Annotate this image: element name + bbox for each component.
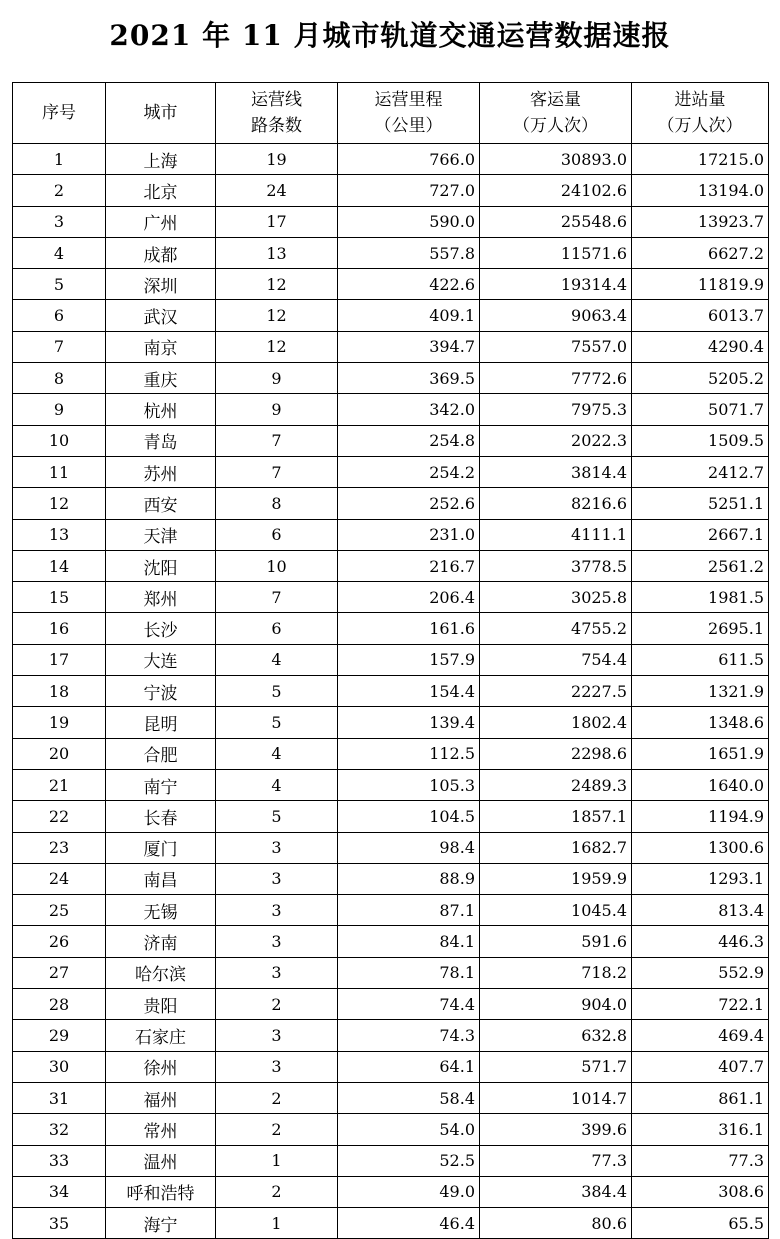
row-ridership: 571.7 <box>480 1051 632 1082</box>
table-row <box>13 1082 769 1113</box>
table-row <box>13 582 769 613</box>
row-line-count: 1 <box>216 1208 338 1239</box>
row-ridership: 754.4 <box>480 644 632 675</box>
row-city: 杭州 <box>106 394 216 425</box>
row-mileage: 112.5 <box>338 738 480 769</box>
row-ridership: 1014.7 <box>480 1082 632 1113</box>
row-line-count: 3 <box>216 957 338 988</box>
row-ridership: 718.2 <box>480 957 632 988</box>
row-mileage: 557.8 <box>338 237 480 268</box>
row-entries: 13194.0 <box>632 175 769 206</box>
row-entries: 1640.0 <box>632 769 769 800</box>
row-mileage: 254.2 <box>338 456 480 487</box>
table-row <box>13 206 769 237</box>
row-index: 29 <box>13 1020 106 1051</box>
row-line-count: 19 <box>216 144 338 175</box>
row-city: 苏州 <box>106 456 216 487</box>
table-header-row <box>13 83 769 144</box>
report-title: 2021 年 11 月城市轨道交通运营数据速报 <box>109 19 671 52</box>
row-index: 23 <box>13 832 106 863</box>
row-entries: 446.3 <box>632 926 769 957</box>
row-index: 20 <box>13 738 106 769</box>
row-index: 34 <box>13 1176 106 1207</box>
row-entries: 6627.2 <box>632 237 769 268</box>
table-row <box>13 1020 769 1051</box>
row-line-count: 2 <box>216 1176 338 1207</box>
row-entries: 1981.5 <box>632 582 769 613</box>
table-body <box>13 144 769 1239</box>
row-index: 5 <box>13 269 106 300</box>
table-row <box>13 989 769 1020</box>
table-row <box>13 613 769 644</box>
row-ridership: 2227.5 <box>480 676 632 707</box>
row-ridership: 77.3 <box>480 1145 632 1176</box>
row-entries: 2412.7 <box>632 456 769 487</box>
row-mileage: 766.0 <box>338 144 480 175</box>
row-ridership: 384.4 <box>480 1176 632 1207</box>
row-entries: 65.5 <box>632 1208 769 1239</box>
row-mileage: 78.1 <box>338 957 480 988</box>
row-index: 31 <box>13 1082 106 1113</box>
row-line-count: 12 <box>216 331 338 362</box>
header-ridership: 客运量 （万人次） <box>480 83 632 144</box>
row-entries: 11819.9 <box>632 269 769 300</box>
row-entries: 1300.6 <box>632 832 769 863</box>
row-entries: 1348.6 <box>632 707 769 738</box>
row-index: 6 <box>13 300 106 331</box>
row-mileage: 52.5 <box>338 1145 480 1176</box>
row-line-count: 24 <box>216 175 338 206</box>
row-index: 22 <box>13 801 106 832</box>
row-index: 2 <box>13 175 106 206</box>
row-entries: 2667.1 <box>632 519 769 550</box>
row-line-count: 3 <box>216 895 338 926</box>
row-city: 常州 <box>106 1114 216 1145</box>
row-index: 26 <box>13 926 106 957</box>
row-index: 4 <box>13 237 106 268</box>
row-city: 徐州 <box>106 1051 216 1082</box>
row-index: 27 <box>13 957 106 988</box>
row-ridership: 4111.1 <box>480 519 632 550</box>
row-entries: 1321.9 <box>632 676 769 707</box>
row-line-count: 5 <box>216 707 338 738</box>
row-index: 10 <box>13 425 106 456</box>
row-city: 郑州 <box>106 582 216 613</box>
row-mileage: 87.1 <box>338 895 480 926</box>
row-index: 25 <box>13 895 106 926</box>
row-entries: 861.1 <box>632 1082 769 1113</box>
row-city: 南昌 <box>106 863 216 894</box>
row-entries: 611.5 <box>632 644 769 675</box>
transit-data-table <box>12 82 769 1239</box>
row-ridership: 25548.6 <box>480 206 632 237</box>
row-mileage: 105.3 <box>338 769 480 800</box>
header-index: 序号 <box>13 83 106 144</box>
row-line-count: 13 <box>216 237 338 268</box>
row-city: 天津 <box>106 519 216 550</box>
row-city: 福州 <box>106 1082 216 1113</box>
row-city: 大连 <box>106 644 216 675</box>
row-line-count: 9 <box>216 363 338 394</box>
row-line-count: 4 <box>216 644 338 675</box>
row-line-count: 6 <box>216 519 338 550</box>
row-mileage: 139.4 <box>338 707 480 738</box>
row-entries: 5251.1 <box>632 488 769 519</box>
row-city: 西安 <box>106 488 216 519</box>
row-line-count: 12 <box>216 269 338 300</box>
row-entries: 2561.2 <box>632 550 769 581</box>
row-index: 17 <box>13 644 106 675</box>
row-mileage: 74.3 <box>338 1020 480 1051</box>
row-ridership: 7557.0 <box>480 331 632 362</box>
row-entries: 5205.2 <box>632 363 769 394</box>
table-row <box>13 769 769 800</box>
table-row <box>13 456 769 487</box>
row-index: 19 <box>13 707 106 738</box>
row-mileage: 394.7 <box>338 331 480 362</box>
row-index: 11 <box>13 456 106 487</box>
row-index: 14 <box>13 550 106 581</box>
row-index: 18 <box>13 676 106 707</box>
row-ridership: 3025.8 <box>480 582 632 613</box>
table-row <box>13 895 769 926</box>
row-ridership: 1045.4 <box>480 895 632 926</box>
table-row <box>13 363 769 394</box>
row-entries: 13923.7 <box>632 206 769 237</box>
row-ridership: 11571.6 <box>480 237 632 268</box>
row-city: 成都 <box>106 237 216 268</box>
row-ridership: 3778.5 <box>480 550 632 581</box>
row-mileage: 64.1 <box>338 1051 480 1082</box>
row-index: 16 <box>13 613 106 644</box>
row-mileage: 161.6 <box>338 613 480 644</box>
row-index: 21 <box>13 769 106 800</box>
row-line-count: 3 <box>216 863 338 894</box>
row-city: 哈尔滨 <box>106 957 216 988</box>
header-line-count: 运营线 路条数 <box>216 83 338 144</box>
row-mileage: 84.1 <box>338 926 480 957</box>
row-city: 温州 <box>106 1145 216 1176</box>
row-index: 32 <box>13 1114 106 1145</box>
row-mileage: 49.0 <box>338 1176 480 1207</box>
row-city: 石家庄 <box>106 1020 216 1051</box>
row-entries: 722.1 <box>632 989 769 1020</box>
row-index: 9 <box>13 394 106 425</box>
row-entries: 1194.9 <box>632 801 769 832</box>
table-row <box>13 644 769 675</box>
row-city: 无锡 <box>106 895 216 926</box>
row-ridership: 2298.6 <box>480 738 632 769</box>
row-ridership: 7975.3 <box>480 394 632 425</box>
row-line-count: 3 <box>216 1020 338 1051</box>
row-mileage: 727.0 <box>338 175 480 206</box>
table-row <box>13 1051 769 1082</box>
row-mileage: 252.6 <box>338 488 480 519</box>
row-city: 青岛 <box>106 425 216 456</box>
table-row <box>13 1176 769 1207</box>
row-city: 重庆 <box>106 363 216 394</box>
row-city: 武汉 <box>106 300 216 331</box>
row-mileage: 369.5 <box>338 363 480 394</box>
row-ridership: 3814.4 <box>480 456 632 487</box>
table-row <box>13 550 769 581</box>
row-mileage: 88.9 <box>338 863 480 894</box>
row-ridership: 24102.6 <box>480 175 632 206</box>
row-mileage: 154.4 <box>338 676 480 707</box>
row-line-count: 10 <box>216 550 338 581</box>
row-mileage: 590.0 <box>338 206 480 237</box>
row-ridership: 1802.4 <box>480 707 632 738</box>
table-row <box>13 1114 769 1145</box>
row-index: 28 <box>13 989 106 1020</box>
row-city: 呼和浩特 <box>106 1176 216 1207</box>
table-row <box>13 488 769 519</box>
row-mileage: 231.0 <box>338 519 480 550</box>
table-row <box>13 863 769 894</box>
row-line-count: 2 <box>216 1114 338 1145</box>
row-mileage: 206.4 <box>338 582 480 613</box>
table-row <box>13 676 769 707</box>
table-row <box>13 832 769 863</box>
row-entries: 1651.9 <box>632 738 769 769</box>
row-line-count: 7 <box>216 456 338 487</box>
row-index: 15 <box>13 582 106 613</box>
row-ridership: 591.6 <box>480 926 632 957</box>
row-line-count: 5 <box>216 801 338 832</box>
row-city: 昆明 <box>106 707 216 738</box>
row-index: 24 <box>13 863 106 894</box>
row-city: 宁波 <box>106 676 216 707</box>
row-line-count: 12 <box>216 300 338 331</box>
table-row <box>13 144 769 175</box>
row-city: 贵阳 <box>106 989 216 1020</box>
row-line-count: 2 <box>216 1082 338 1113</box>
row-ridership: 19314.4 <box>480 269 632 300</box>
row-index: 35 <box>13 1208 106 1239</box>
row-city: 沈阳 <box>106 550 216 581</box>
row-mileage: 58.4 <box>338 1082 480 1113</box>
row-city: 海宁 <box>106 1208 216 1239</box>
row-mileage: 216.7 <box>338 550 480 581</box>
row-line-count: 6 <box>216 613 338 644</box>
row-line-count: 4 <box>216 738 338 769</box>
row-ridership: 1682.7 <box>480 832 632 863</box>
row-index: 30 <box>13 1051 106 1082</box>
row-entries: 469.4 <box>632 1020 769 1051</box>
table-row <box>13 331 769 362</box>
table-row <box>13 237 769 268</box>
table-row <box>13 300 769 331</box>
row-index: 7 <box>13 331 106 362</box>
row-mileage: 157.9 <box>338 644 480 675</box>
table-row <box>13 269 769 300</box>
row-index: 13 <box>13 519 106 550</box>
row-mileage: 409.1 <box>338 300 480 331</box>
table-row <box>13 519 769 550</box>
row-city: 南京 <box>106 331 216 362</box>
row-ridership: 7772.6 <box>480 363 632 394</box>
row-index: 12 <box>13 488 106 519</box>
row-line-count: 3 <box>216 1051 338 1082</box>
row-mileage: 74.4 <box>338 989 480 1020</box>
row-city: 上海 <box>106 144 216 175</box>
row-entries: 4290.4 <box>632 331 769 362</box>
row-index: 33 <box>13 1145 106 1176</box>
row-ridership: 2022.3 <box>480 425 632 456</box>
row-city: 厦门 <box>106 832 216 863</box>
row-mileage: 342.0 <box>338 394 480 425</box>
row-city: 南宁 <box>106 769 216 800</box>
row-ridership: 632.8 <box>480 1020 632 1051</box>
table-row <box>13 425 769 456</box>
row-city: 合肥 <box>106 738 216 769</box>
row-entries: 407.7 <box>632 1051 769 1082</box>
row-entries: 5071.7 <box>632 394 769 425</box>
row-entries: 17215.0 <box>632 144 769 175</box>
row-ridership: 1959.9 <box>480 863 632 894</box>
row-mileage: 54.0 <box>338 1114 480 1145</box>
row-mileage: 104.5 <box>338 801 480 832</box>
table-row <box>13 738 769 769</box>
table-row <box>13 1208 769 1239</box>
row-index: 1 <box>13 144 106 175</box>
row-mileage: 254.8 <box>338 425 480 456</box>
row-line-count: 17 <box>216 206 338 237</box>
row-mileage: 98.4 <box>338 832 480 863</box>
row-ridership: 9063.4 <box>480 300 632 331</box>
row-city: 深圳 <box>106 269 216 300</box>
row-entries: 1293.1 <box>632 863 769 894</box>
row-line-count: 2 <box>216 989 338 1020</box>
row-entries: 813.4 <box>632 895 769 926</box>
row-city: 长沙 <box>106 613 216 644</box>
row-line-count: 3 <box>216 926 338 957</box>
row-line-count: 5 <box>216 676 338 707</box>
table-row <box>13 1145 769 1176</box>
row-ridership: 8216.6 <box>480 488 632 519</box>
row-ridership: 30893.0 <box>480 144 632 175</box>
table-row <box>13 926 769 957</box>
row-entries: 6013.7 <box>632 300 769 331</box>
header-mileage: 运营里程 （公里） <box>338 83 480 144</box>
row-ridership: 399.6 <box>480 1114 632 1145</box>
row-line-count: 3 <box>216 832 338 863</box>
row-ridership: 904.0 <box>480 989 632 1020</box>
row-mileage: 46.4 <box>338 1208 480 1239</box>
row-city: 北京 <box>106 175 216 206</box>
table-row <box>13 957 769 988</box>
row-city: 济南 <box>106 926 216 957</box>
row-index: 3 <box>13 206 106 237</box>
row-line-count: 7 <box>216 425 338 456</box>
header-city: 城市 <box>106 83 216 144</box>
row-line-count: 9 <box>216 394 338 425</box>
table-row <box>13 175 769 206</box>
row-line-count: 8 <box>216 488 338 519</box>
table-row <box>13 707 769 738</box>
row-entries: 1509.5 <box>632 425 769 456</box>
row-city: 广州 <box>106 206 216 237</box>
row-ridership: 1857.1 <box>480 801 632 832</box>
row-mileage: 422.6 <box>338 269 480 300</box>
row-city: 长春 <box>106 801 216 832</box>
row-ridership: 4755.2 <box>480 613 632 644</box>
table-row <box>13 801 769 832</box>
header-entries: 进站量 （万人次） <box>632 83 769 144</box>
row-entries: 316.1 <box>632 1114 769 1145</box>
row-entries: 552.9 <box>632 957 769 988</box>
row-line-count: 7 <box>216 582 338 613</box>
row-ridership: 2489.3 <box>480 769 632 800</box>
row-ridership: 80.6 <box>480 1208 632 1239</box>
row-line-count: 4 <box>216 769 338 800</box>
row-index: 8 <box>13 363 106 394</box>
row-line-count: 1 <box>216 1145 338 1176</box>
table-row <box>13 394 769 425</box>
row-entries: 77.3 <box>632 1145 769 1176</box>
row-entries: 308.6 <box>632 1176 769 1207</box>
row-entries: 2695.1 <box>632 613 769 644</box>
